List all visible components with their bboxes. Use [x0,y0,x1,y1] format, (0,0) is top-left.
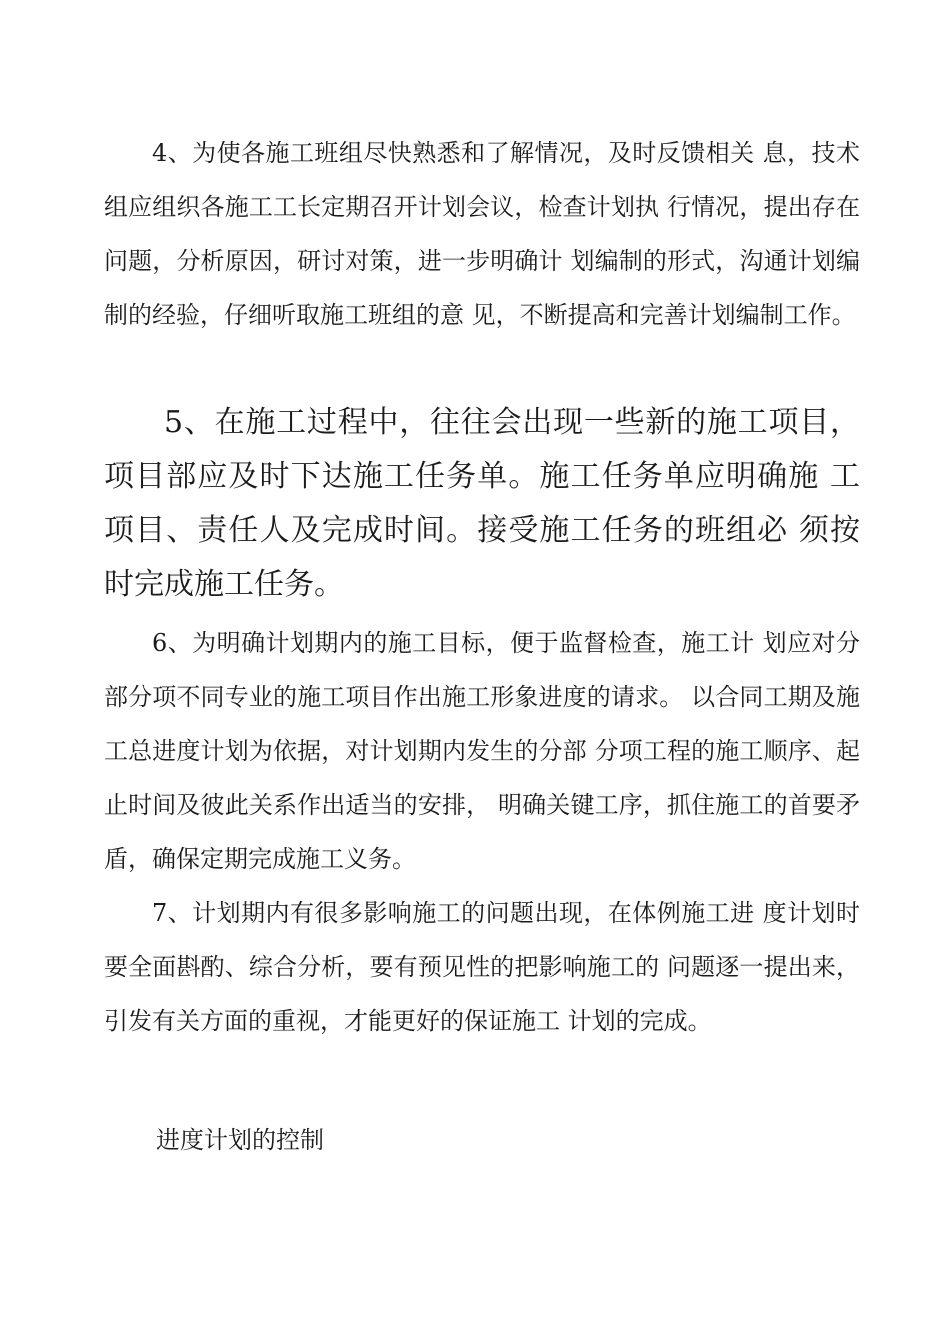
paragraph-4: 4、为使各施工班组尽快熟悉和了解情况，及时反馈相关 息，技术组应组织各施工工长定期召开计划会议，检查计划执 行情况，提出存在问题，分析原因，研讨对策，进一步明确计 划编制的形式，沟通计划编制的经验，仔细听取施工班组的意 见，不断提高和完善计划编制工作。 [104,139,860,329]
paragraph-7: 7、计划期内有很多影响施工的问题出现，在体例施工进 度计划时要全面斟酌、综合分析，要有预见性的把影响施工的 问题逐一提出来，引发有关方面的重视，才能更好的保证施工 计划的完成。 [104,899,860,1035]
paragraph-6: 6、为明确计划期内的施工目标，便于监督检查，施工计 划应对分部分项不同专业的施工项目作出施工形象进度的请求。 以合同工期及施工总进度计划为依据，对计划期内发生的分部 分项工程的施工顺序、起止时间及彼此关系作出适当的安排， 明确关键工序，抓住施工的首要矛盾，确保定期完成施工义务。 [104,629,860,873]
section-heading: 进度计划的控制 [156,1126,324,1154]
paragraph-5: 5、在施工过程中，往往会出现一些新的施工项目，项目部应及时下达施工任务单。施工任务单应明确施 工项目、责任人及完成时间。接受施工任务的班组必 须按时完成施工任务。 [104,405,860,602]
